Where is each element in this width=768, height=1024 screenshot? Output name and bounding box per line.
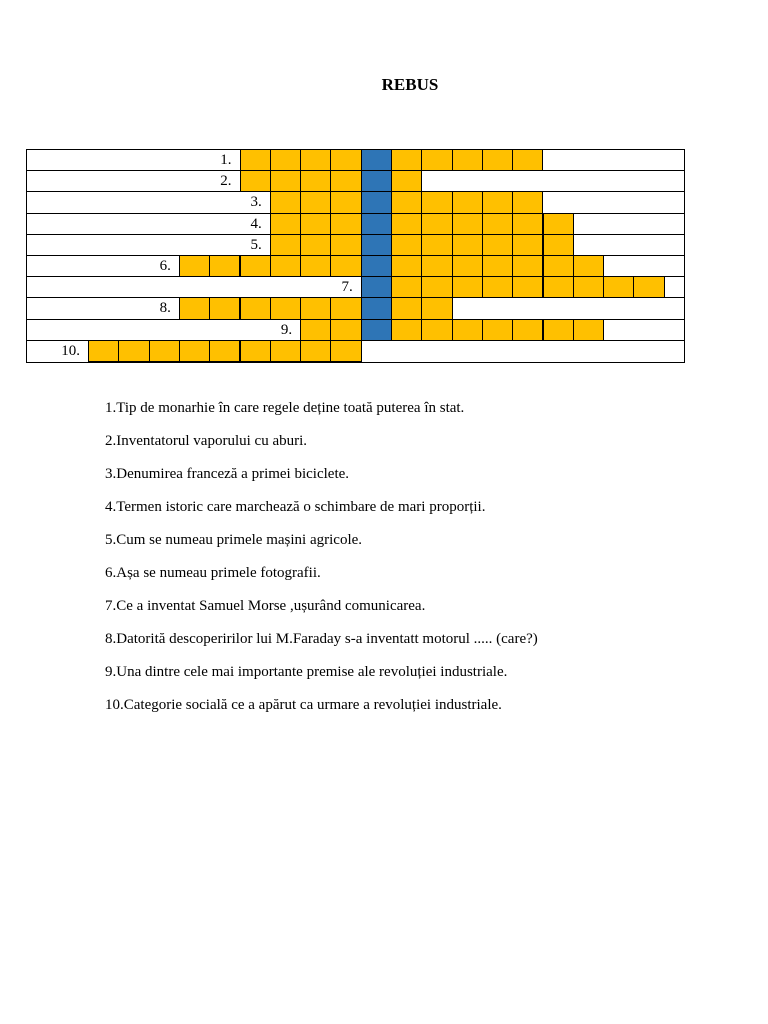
- letter-cell[interactable]: [573, 276, 604, 298]
- letter-cell[interactable]: [482, 234, 513, 256]
- clue-item: 8.Datorită descoperirilor lui M.Faraday s-a inventatt motorul ..... (care?): [105, 631, 538, 647]
- letter-cell[interactable]: [270, 297, 301, 319]
- letter-cell[interactable]: [240, 149, 271, 171]
- letter-cell[interactable]: [391, 319, 422, 341]
- clue-item: 9.Una dintre cele mai importante premise ale revoluției industriale.: [105, 664, 508, 680]
- letter-cell[interactable]: [270, 213, 301, 235]
- letter-cell[interactable]: [543, 319, 574, 341]
- letter-cell[interactable]: [421, 255, 452, 277]
- letter-cell[interactable]: [149, 340, 180, 362]
- letter-cell[interactable]: [240, 170, 271, 192]
- letter-cell[interactable]: [330, 255, 361, 277]
- letter-cell[interactable]: [240, 255, 271, 277]
- letter-cell[interactable]: [512, 149, 543, 171]
- letter-cell[interactable]: [300, 297, 331, 319]
- key-letter-cell[interactable]: [361, 276, 392, 298]
- row-number-label: 3.: [250, 194, 262, 211]
- letter-cell[interactable]: [270, 234, 301, 256]
- letter-cell[interactable]: [240, 340, 271, 362]
- letter-cell[interactable]: [421, 213, 452, 235]
- row-number-label: 8.: [159, 300, 171, 317]
- key-letter-cell[interactable]: [361, 319, 392, 341]
- letter-cell[interactable]: [543, 213, 574, 235]
- clue-item: 4.Termen istoric care marchează o schimbare de mari proporții.: [105, 499, 486, 515]
- key-letter-cell[interactable]: [361, 170, 392, 192]
- letter-cell[interactable]: [421, 276, 452, 298]
- crossword-grid: [26, 149, 685, 363]
- letter-cell[interactable]: [543, 255, 574, 277]
- letter-cell[interactable]: [391, 149, 422, 171]
- letter-cell[interactable]: [300, 234, 331, 256]
- letter-cell[interactable]: [330, 191, 361, 213]
- letter-cell[interactable]: [209, 255, 240, 277]
- row-number-label: 9.: [280, 321, 293, 338]
- letter-cell[interactable]: [482, 149, 513, 171]
- letter-cell[interactable]: [452, 149, 483, 171]
- letter-cell[interactable]: [270, 149, 301, 171]
- letter-cell[interactable]: [330, 340, 361, 362]
- letter-cell[interactable]: [300, 255, 331, 277]
- letter-cell[interactable]: [421, 234, 452, 256]
- key-letter-cell[interactable]: [361, 191, 392, 213]
- clue-item: 5.Cum se numeau primele mașini agricole.: [105, 532, 363, 548]
- row-number-label: 10.: [61, 342, 80, 359]
- letter-cell[interactable]: [573, 319, 604, 341]
- letter-cell[interactable]: [512, 191, 543, 213]
- letter-cell[interactable]: [391, 276, 422, 298]
- letter-cell[interactable]: [512, 255, 543, 277]
- letter-cell[interactable]: [391, 297, 422, 319]
- clue-item: 7.Ce a inventat Samuel Morse ,ușurând comunicarea.: [105, 598, 426, 614]
- clue-list: [105, 397, 745, 727]
- letter-cell[interactable]: [452, 234, 483, 256]
- letter-cell[interactable]: [330, 234, 361, 256]
- letter-cell[interactable]: [270, 255, 301, 277]
- page-title: REBUS: [381, 75, 439, 94]
- letter-cell[interactable]: [240, 297, 271, 319]
- clue-item: 2.Inventatorul vaporului cu aburi.: [105, 433, 308, 449]
- letter-cell[interactable]: [330, 149, 361, 171]
- letter-cell[interactable]: [330, 170, 361, 192]
- letter-cell[interactable]: [270, 191, 301, 213]
- letter-cell[interactable]: [391, 191, 422, 213]
- letter-cell[interactable]: [452, 191, 483, 213]
- letter-cell[interactable]: [512, 319, 543, 341]
- key-letter-cell[interactable]: [361, 234, 392, 256]
- letter-cell[interactable]: [300, 213, 331, 235]
- letter-cell[interactable]: [330, 319, 361, 341]
- key-letter-cell[interactable]: [361, 255, 392, 277]
- letter-cell[interactable]: [209, 297, 240, 319]
- letter-cell[interactable]: [452, 276, 483, 298]
- key-letter-cell[interactable]: [361, 297, 392, 319]
- row-number-label: 6.: [159, 258, 171, 274]
- letter-cell[interactable]: [482, 319, 513, 341]
- letter-cell[interactable]: [118, 340, 149, 362]
- row-number-label: 2.: [220, 173, 232, 190]
- letter-cell[interactable]: [300, 170, 331, 192]
- letter-cell[interactable]: [300, 191, 331, 213]
- letter-cell[interactable]: [179, 255, 210, 277]
- letter-cell[interactable]: [209, 340, 240, 362]
- row-number-label: 1.: [220, 152, 232, 168]
- key-letter-cell[interactable]: [361, 149, 392, 171]
- letter-cell[interactable]: [603, 276, 634, 298]
- letter-cell[interactable]: [543, 276, 574, 298]
- letter-cell[interactable]: [421, 297, 452, 319]
- letter-cell[interactable]: [421, 319, 452, 341]
- letter-cell[interactable]: [452, 213, 483, 235]
- letter-cell[interactable]: [88, 340, 119, 362]
- letter-cell[interactable]: [512, 213, 543, 235]
- letter-cell[interactable]: [179, 297, 210, 319]
- letter-cell[interactable]: [452, 255, 483, 277]
- letter-cell[interactable]: [391, 170, 422, 192]
- letter-cell[interactable]: [482, 213, 513, 235]
- letter-cell[interactable]: [573, 255, 604, 277]
- letter-cell[interactable]: [270, 170, 301, 192]
- letter-cell[interactable]: [512, 234, 543, 256]
- letter-cell[interactable]: [543, 234, 574, 256]
- letter-cell[interactable]: [300, 149, 331, 171]
- letter-cell[interactable]: [330, 213, 361, 235]
- letter-cell[interactable]: [270, 340, 301, 362]
- clue-item: 1.Tip de monarhie în care regele deține toată puterea în stat.: [105, 400, 465, 416]
- clue-item: 3.Denumirea franceză a primei biciclete.: [105, 466, 350, 482]
- letter-cell[interactable]: [421, 191, 452, 213]
- letter-cell[interactable]: [330, 297, 361, 319]
- row-number-label: 4.: [250, 215, 262, 232]
- letter-cell[interactable]: [391, 255, 422, 277]
- letter-cell[interactable]: [482, 276, 513, 298]
- row-number-label: 7.: [341, 279, 353, 296]
- letter-cell[interactable]: [482, 255, 513, 277]
- letter-cell[interactable]: [512, 276, 543, 298]
- letter-cell[interactable]: [300, 319, 331, 341]
- key-letter-cell[interactable]: [361, 213, 392, 235]
- letter-cell[interactable]: [633, 276, 664, 298]
- letter-cell[interactable]: [391, 234, 422, 256]
- letter-cell[interactable]: [421, 149, 452, 171]
- letter-cell[interactable]: [452, 319, 483, 341]
- letter-cell[interactable]: [391, 213, 422, 235]
- letter-cell[interactable]: [300, 340, 331, 362]
- row-number-label: 5.: [250, 236, 262, 253]
- clue-item: 6.Așa se numeau primele fotografii.: [105, 565, 321, 581]
- letter-cell[interactable]: [179, 340, 210, 362]
- letter-cell[interactable]: [482, 191, 513, 213]
- clue-item: 10.Categorie socială ce a apărut ca urmare a revoluției industriale.: [105, 697, 502, 713]
